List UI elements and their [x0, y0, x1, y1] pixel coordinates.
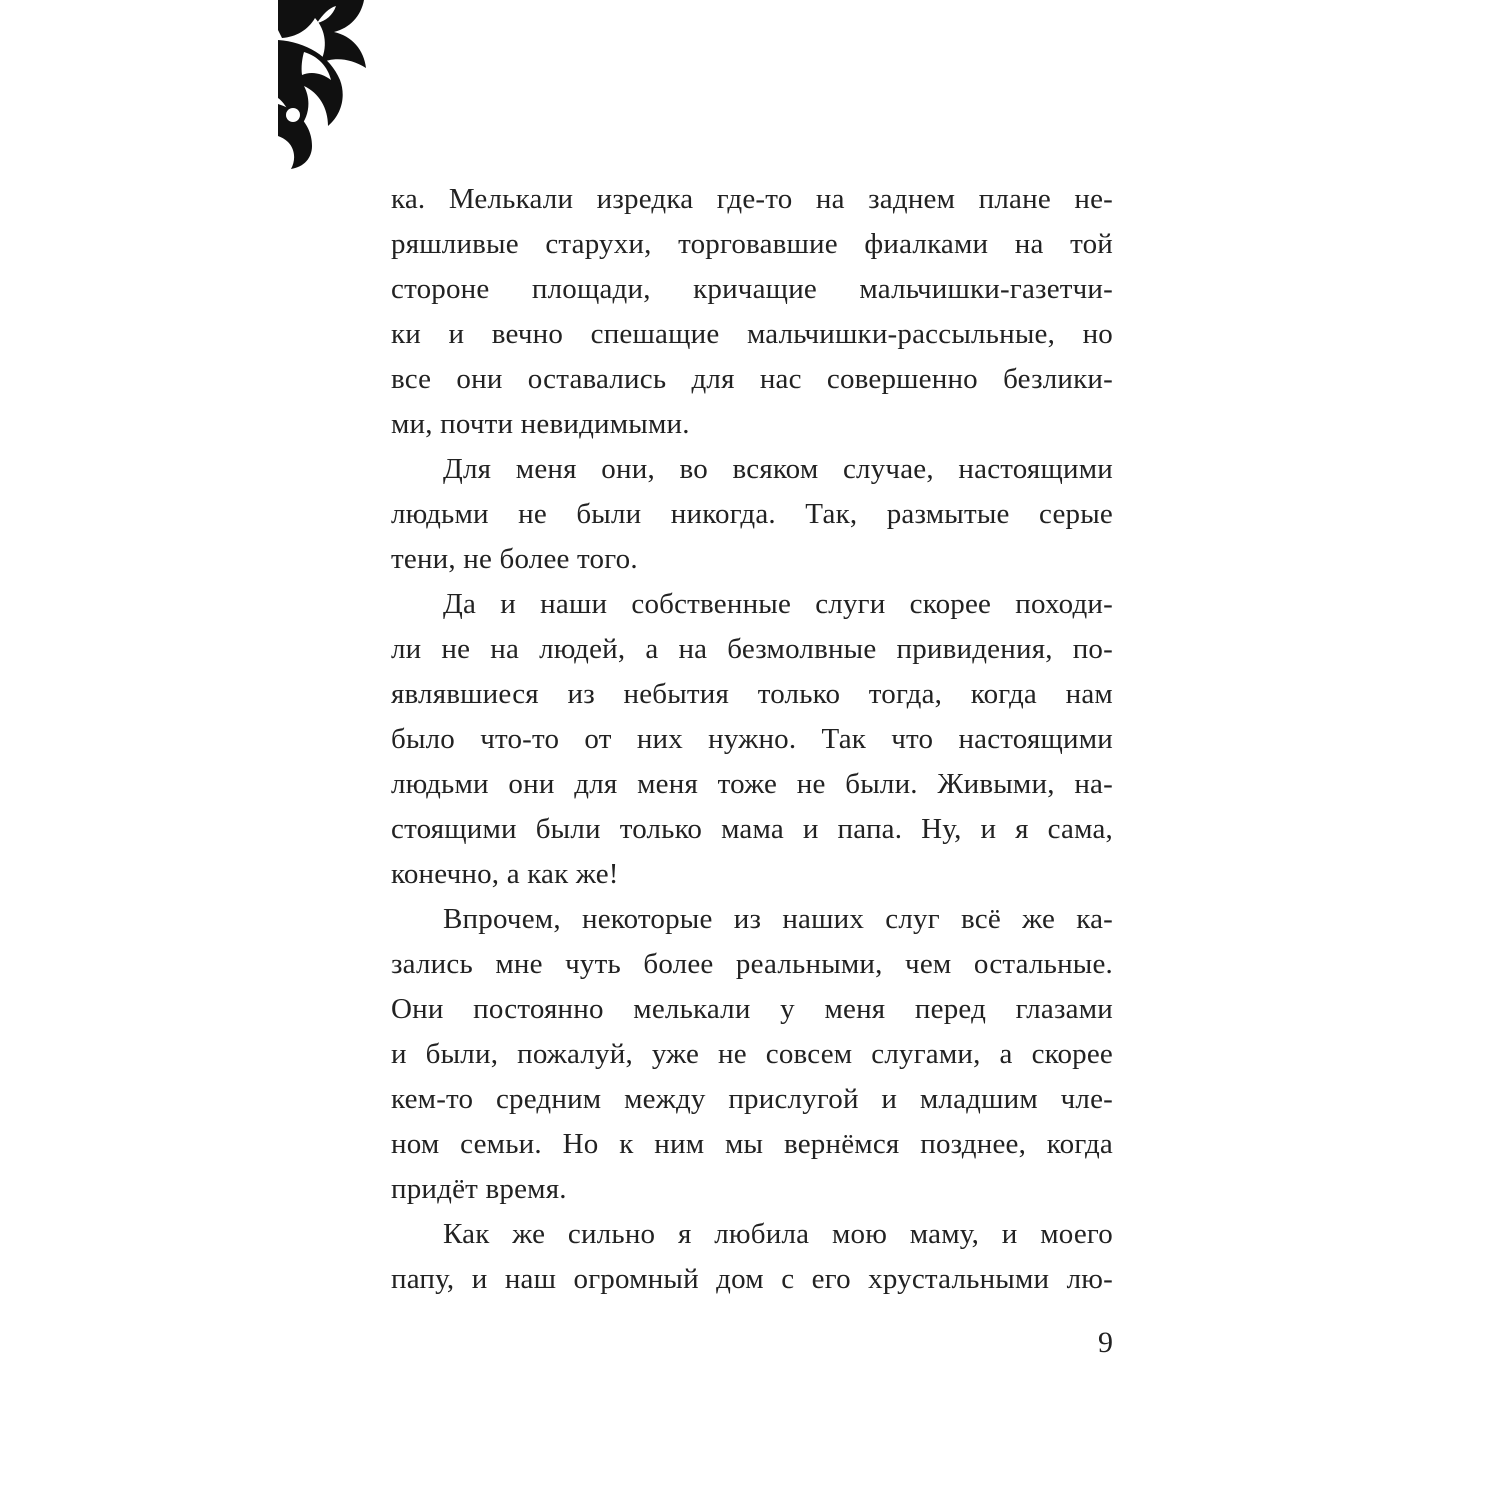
paragraph [391, 447, 1113, 582]
floral-ornament-icon [278, 0, 396, 170]
text-line: тени, не более того. [391, 543, 638, 575]
text-line: зались мне чуть более реальными, чем остальные. [391, 948, 1113, 980]
text-line: Да и наши собственные слуги скорее походи- [443, 588, 1113, 620]
text-line: ки и вечно спешащие мальчишки-рассыльные, но [391, 318, 1113, 350]
text-line: Для меня они, во всяком случае, настоящими [443, 453, 1113, 485]
text-line: ряшливые старухи, торговавшие фиалками на той [391, 228, 1113, 260]
text-line: все они оставались для нас совершенно безлики- [391, 363, 1113, 395]
text-line: Они постоянно мелькали у меня перед глазами [391, 993, 1113, 1025]
text-line: и были, пожалуй, уже не совсем слугами, а скорее [391, 1038, 1113, 1070]
text-line: кем-то средним между прислугой и младшим чле- [391, 1083, 1113, 1115]
text-line: ка. Мелькали изредка где-то на заднем плане не- [391, 183, 1113, 215]
text-line: стороне площади, кричащие мальчишки-газетчи- [391, 273, 1113, 305]
text-line: являвшиеся из небытия только тогда, когда нам [391, 678, 1113, 710]
text-line: Впрочем, некоторые из наших слуг всё же ка- [443, 903, 1113, 935]
paragraph [391, 582, 1113, 897]
page-number: 9 [1098, 1326, 1113, 1359]
text-line: людьми они для меня тоже не были. Живыми, на- [391, 768, 1113, 800]
text-line: ми, почти невидимыми. [391, 408, 690, 440]
text-line: ли не на людей, а на безмолвные привидения, по- [391, 633, 1113, 665]
text-line: Как же сильно я любила мою маму, и моего [443, 1218, 1113, 1250]
page-text [391, 177, 1113, 1302]
text-line: придёт время. [391, 1173, 567, 1205]
paragraph [391, 1212, 1113, 1302]
paragraph [391, 897, 1113, 1212]
text-line: было что-то от них нужно. Так что настоящими [391, 723, 1113, 755]
paragraph [391, 177, 1113, 447]
text-line: стоящими были только мама и папа. Ну, и я сама, [391, 813, 1113, 845]
text-line: людьми не были никогда. Так, размытые серые [391, 498, 1113, 530]
text-line: папу, и наш огромный дом с его хрустальными лю- [391, 1263, 1113, 1295]
text-line: конечно, а как же! [391, 858, 619, 890]
text-line: ном семьи. Но к ним мы вернёмся позднее, когда [391, 1128, 1113, 1160]
